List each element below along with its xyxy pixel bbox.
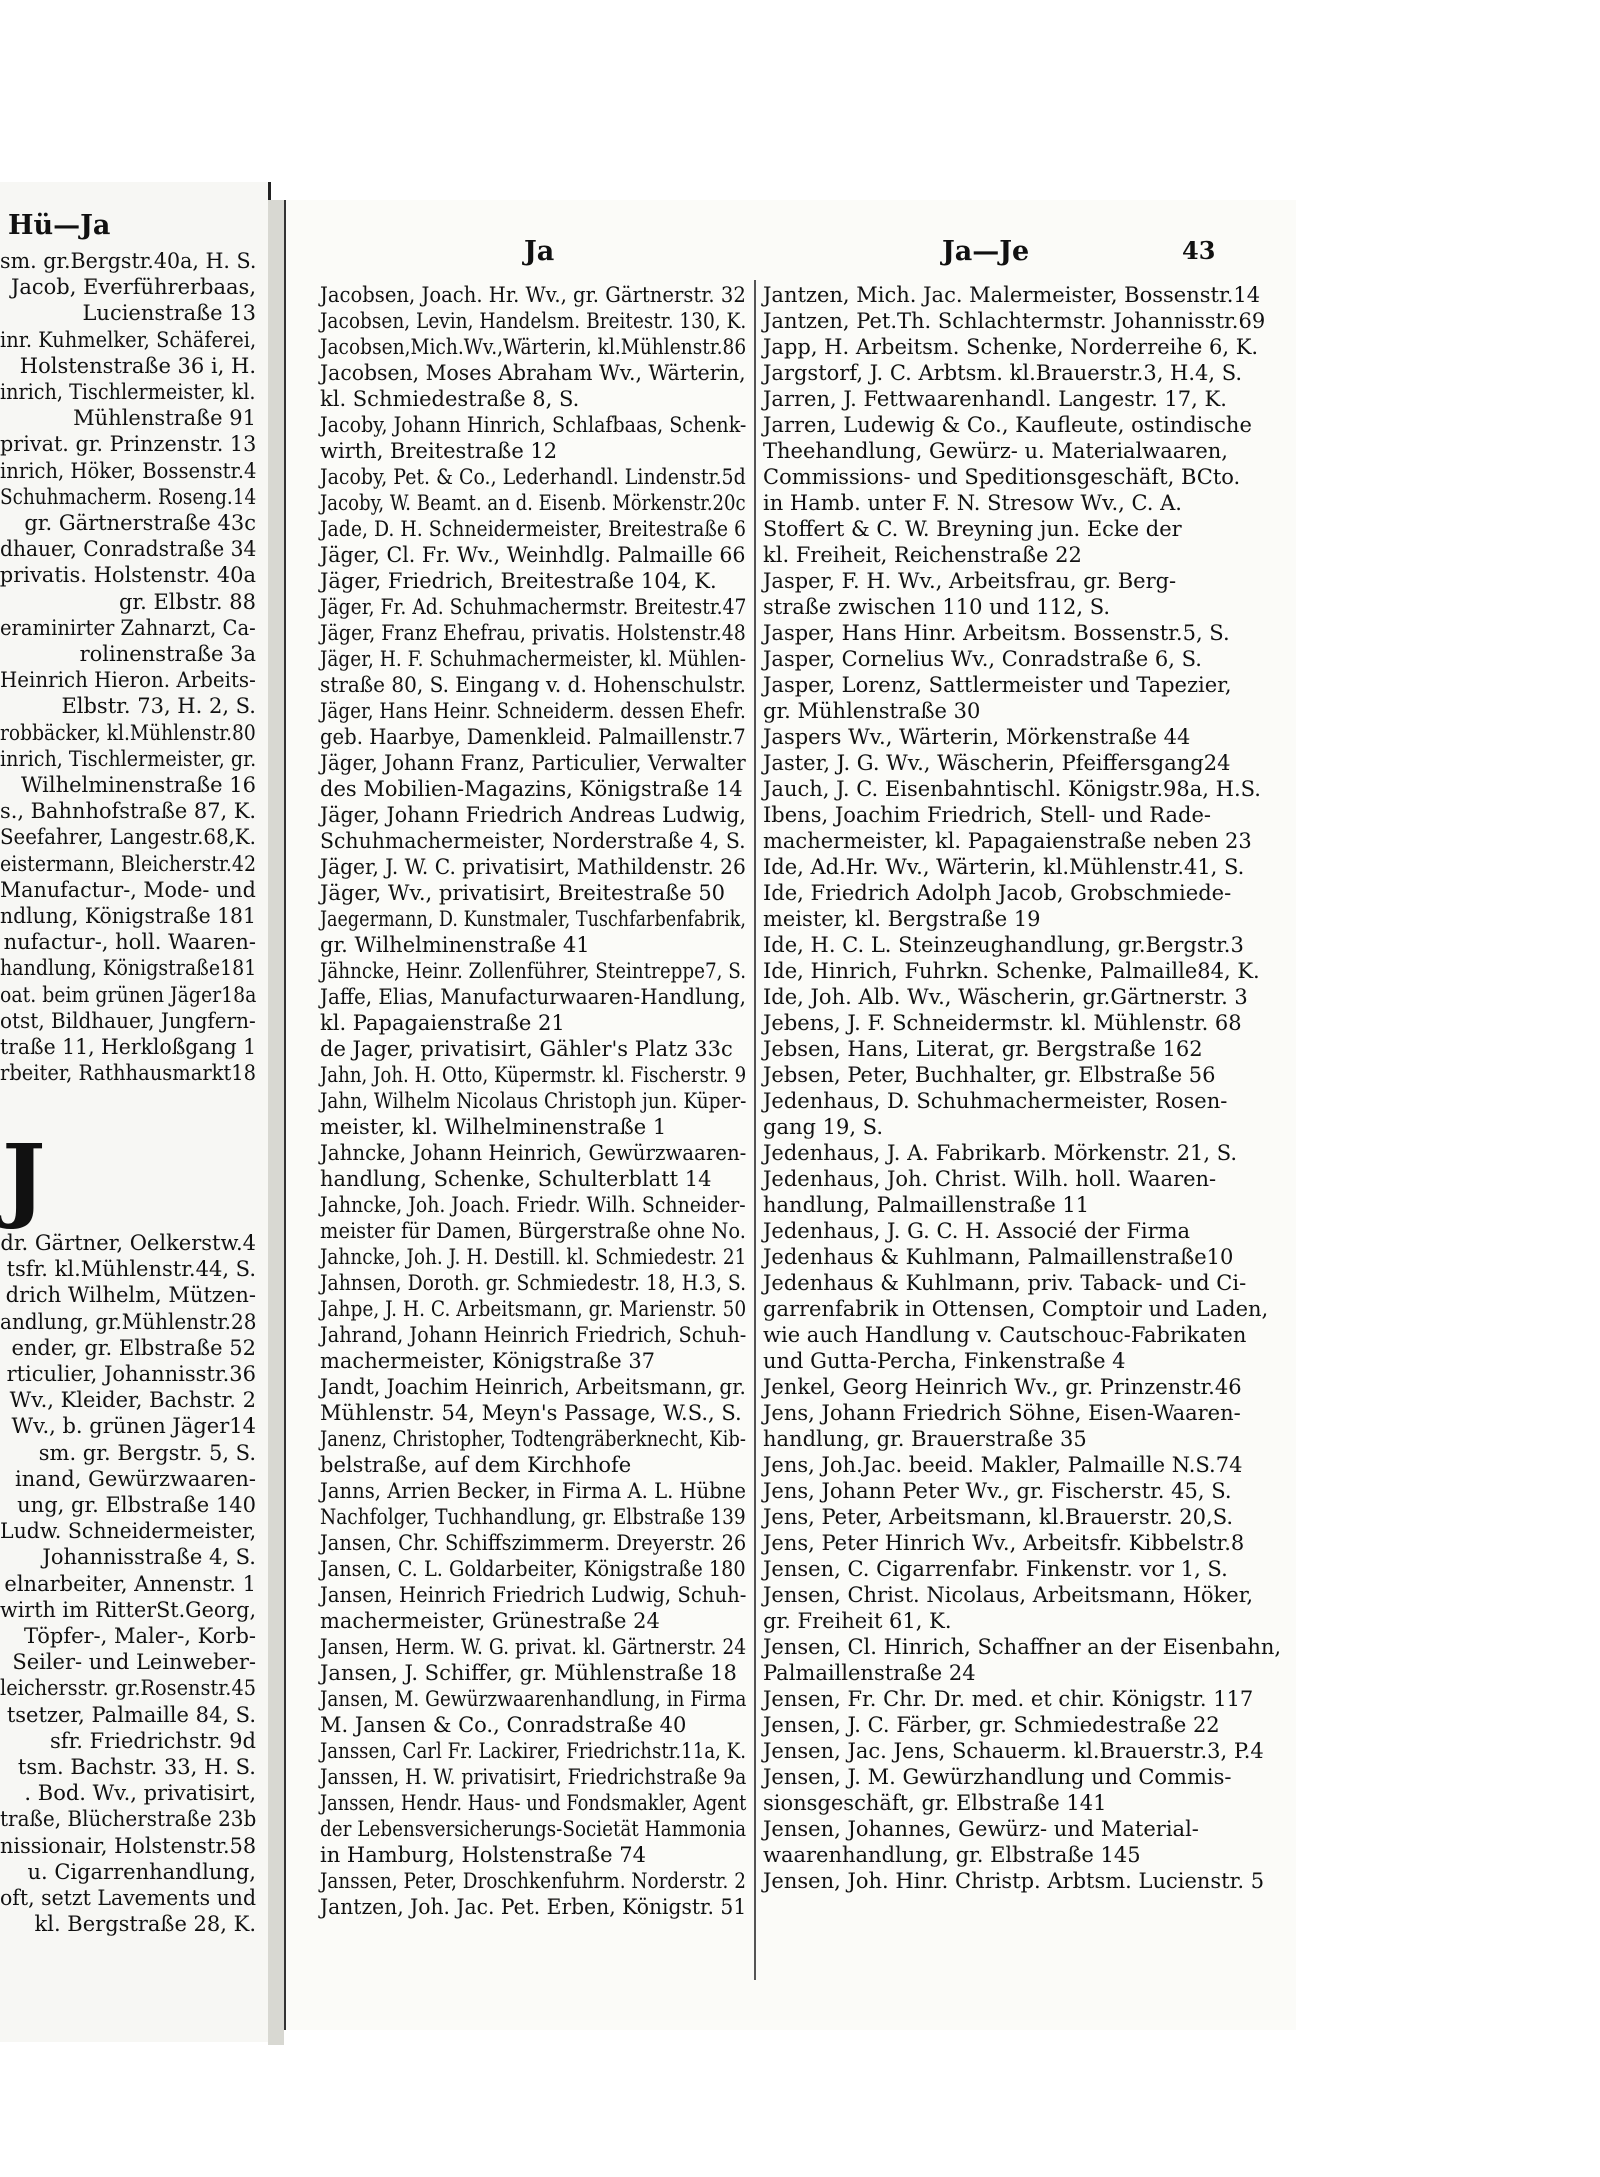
- entry-line: Jäger, H. F. Schuhmachermeister, kl. Mühlen-: [320, 647, 747, 671]
- entry-line: rbeiter, Rathhausmarkt18: [0, 1061, 256, 1086]
- entry-line: Jansen, Herm. W. G. privat. kl. Gärtnerstr. 24: [320, 1635, 747, 1659]
- entry-line: privat. gr. Prinzenstr. 13: [0, 432, 256, 457]
- entry-line: Stoffert & C. W. Breyning jun. Ecke der: [763, 517, 1182, 541]
- entry-line: Jedenhaus & Kuhlmann, Palmaillenstraße10: [763, 1245, 1234, 1269]
- entry-line: Jedenhaus & Kuhlmann, priv. Taback- und Ci-: [763, 1271, 1247, 1295]
- entry-line: nufactur-, holl. Waaren-: [3, 930, 256, 955]
- entry-line: gr. Freiheit 61, K.: [763, 1609, 952, 1633]
- entry-line: des Mobilien-Magazins, Königstraße 14: [320, 777, 743, 801]
- entry-line: Jaegermann, D. Kunstmaler, Tuschfarbenfabrik,: [320, 907, 746, 931]
- entry-line: handlung, gr. Brauerstraße 35: [763, 1427, 1087, 1451]
- entry-line: Jacobsen, Joach. Hr. Wv., gr. Gärtnerstr. 32: [320, 283, 746, 307]
- entry-line: inrich, Tischlermeister, gr.: [0, 746, 256, 771]
- entry-line: straße 80, S. Eingang v. d. Hohenschulstr.: [320, 673, 747, 697]
- entry-line: straße zwischen 110 und 112, S.: [763, 595, 1111, 619]
- entry-line: ndlung, Königstraße 181: [0, 904, 256, 928]
- entry-line: Jenkel, Georg Heinrich Wv., gr. Prinzenstr.46: [763, 1375, 1242, 1399]
- entry-line: sfr. Friedrichstr. 9d: [50, 1728, 256, 1753]
- entry-line: Jantzen, Joh. Jac. Pet. Erben, Königstr. 51: [320, 1895, 747, 1919]
- entry-line: wie auch Handlung v. Cautschouc-Fabrikaten: [763, 1323, 1247, 1347]
- entry-line: Jansen, Chr. Schiffszimmerm. Dreyerstr. 26: [320, 1531, 747, 1555]
- entry-line: Jensen, Jac. Jens, Schauerm. kl.Brauerstr.3, P.4: [763, 1739, 1264, 1763]
- entry-line: Jensen, Christ. Nicolaus, Arbeitsmann, Höker,: [763, 1583, 1254, 1607]
- entry-line: geb. Haarbye, Damenkleid. Palmaillenstr.7: [320, 725, 746, 749]
- entry-line: Jargstorf, J. C. Arbtsm. kl.Brauerstr.3, H.4, S.: [763, 361, 1243, 385]
- entry-line: gr. Mühlenstraße 30: [763, 699, 981, 723]
- entry-line: handlung, Königstraße181: [0, 956, 256, 981]
- entry-line: Jade, D. H. Schneidermeister, Breitestraße 6: [320, 517, 747, 541]
- entry-line: elnarbeiter, Annenstr. 1: [4, 1571, 256, 1596]
- entry-line: Schuhmacherm. Roseng.14: [0, 484, 256, 509]
- entry-line: robbäcker, kl.Mühlenstr.80: [0, 720, 256, 745]
- entry-line: andlung, gr.Mühlenstr.28: [0, 1309, 256, 1334]
- entry-line: Japp, H. Arbeitsm. Schenke, Norderreihe 6, K.: [763, 335, 1259, 359]
- entry-line: Seiler- und Leinweber-: [12, 1650, 256, 1675]
- entry-line: Jacobsen,Mich.Wv.,Wärterin, kl.Mühlenstr.86: [320, 335, 747, 359]
- entry-line: Ide, Ad.Hr. Wv., Wärterin, kl.Mühlenstr.41, S.: [763, 855, 1245, 879]
- entry-line: tsetzer, Palmaille 84, S.: [6, 1702, 256, 1727]
- entry-line: Jaffe, Elias, Manufacturwaaren-Handlung,: [320, 985, 746, 1009]
- left-page-header: Hü—Ja: [8, 210, 111, 241]
- entry-line: Holstenstraße 36 i, H.: [19, 353, 256, 378]
- entry-line: Jacoby, W. Beamt. an d. Eisenb. Mörkenstr.20c: [320, 491, 746, 515]
- entry-line: Ludw. Schneidermeister,: [0, 1519, 256, 1544]
- entry-line: oat. beim grünen Jäger18a: [0, 982, 256, 1007]
- entry-line: Jäger, Johann Friedrich Andreas Ludwig,: [320, 803, 746, 827]
- book-gutter: [268, 200, 284, 2045]
- entry-line: traße, Blücherstraße 23b: [0, 1807, 256, 1832]
- entry-line: Jensen, Fr. Chr. Dr. med. et chir. Königstr. 117: [763, 1687, 1254, 1711]
- entry-line: Jensen, Joh. Hinr. Christp. Arbtsm. Lucienstr. 5: [763, 1869, 1265, 1893]
- entry-line: Janssen, Peter, Droschkenfuhrm. Norderstr. 2: [320, 1869, 746, 1893]
- entry-line: Schuhmachermeister, Norderstraße 4, S.: [320, 829, 746, 853]
- entry-line: Johannisstraße 4, S.: [42, 1545, 256, 1570]
- entry-line: Jensen, Cl. Hinrich, Schaffner an der Eisenbahn,: [763, 1635, 1282, 1659]
- entry-line: Elbstr. 73, H. 2, S.: [61, 694, 256, 719]
- entry-line: Janssen, Hendr. Haus- und Fondsmakler, Agent: [320, 1791, 747, 1815]
- entry-line: rolinenstraße 3a: [79, 642, 256, 666]
- entry-line: Jahncke, Johann Heinrich, Gewürzwaaren-: [320, 1141, 747, 1165]
- entry-line: Mühlenstraße 91: [73, 406, 256, 431]
- right-page: [284, 200, 1296, 2030]
- entry-line: machermeister, Königstraße 37: [320, 1349, 656, 1373]
- entry-line: Jacob, Everführerbaas,: [10, 275, 256, 300]
- entry-line: Jasper, Lorenz, Sattlermeister und Tapezier,: [763, 673, 1232, 697]
- entry-line: meister, kl. Bergstraße 19: [763, 907, 1041, 931]
- entry-line: Janns, Arrien Becker, in Firma A. L. Hübne: [320, 1479, 746, 1503]
- entry-line: Jantzen, Mich. Jac. Malermeister, Bossenstr.14: [763, 283, 1261, 307]
- entry-line: und Gutta-Percha, Finkenstraße 4: [763, 1349, 1126, 1373]
- entry-line: Jebsen, Hans, Literat, gr. Bergstraße 162: [763, 1037, 1203, 1061]
- entry-line: Jens, Johann Friedrich Söhne, Eisen-Waaren-: [763, 1401, 1241, 1425]
- entry-line: Jansen, J. Schiffer, gr. Mühlenstraße 18: [320, 1661, 737, 1685]
- entry-line: der Lebensversicherungs-Societät Hammonia: [320, 1817, 747, 1841]
- entry-line: in Hamb. unter F. N. Stresow Wv., C. A.: [763, 491, 1182, 515]
- entry-line: wirth im RitterSt.Georg,: [0, 1597, 256, 1622]
- entry-line: machermeister, kl. Papagaienstraße neben 23: [763, 829, 1252, 853]
- entry-line: kl. Schmiedestraße 8, S.: [320, 387, 580, 411]
- entry-line: Commissions- und Speditionsgeschäft, BCto.: [763, 465, 1241, 489]
- entry-line: Jantzen, Pet.Th. Schlachtermstr. Johannisstr.69: [763, 309, 1266, 333]
- entry-line: handlung, Palmaillenstraße 11: [763, 1193, 1090, 1217]
- entry-line: wirth, Breitestraße 12: [320, 439, 558, 463]
- entry-line: Wv., Kleider, Bachstr. 2: [9, 1388, 256, 1413]
- entry-line: Jäger, J. W. C. privatisirt, Mathildenstr. 26: [320, 855, 746, 879]
- entry-line: oft, setzt Lavements und: [0, 1886, 256, 1910]
- entry-line: Jacoby, Johann Hinrich, Schlafbaas, Schenk-: [320, 413, 747, 437]
- entry-line: inr. Kuhmelker, Schäferei,: [0, 327, 256, 352]
- entry-line: traße 11, Herkloßgang 1: [0, 1035, 256, 1059]
- entry-line: Jansen, M. Gewürzwaarenhandlung, in Firma: [320, 1687, 747, 1711]
- entry-line: Ide, Joh. Alb. Wv., Wäscherin, gr.Gärtnerstr. 3: [763, 985, 1248, 1009]
- entry-line: M. Jansen & Co., Conradstraße 40: [320, 1713, 687, 1737]
- entry-line: kl. Freiheit, Reichenstraße 22: [763, 543, 1082, 567]
- entry-line: sm. gr.Bergstr.40a, H. S.: [0, 249, 256, 273]
- entry-line: Jaspers Wv., Wärterin, Mörkenstraße 44: [763, 725, 1191, 749]
- entry-line: Janssen, H. W. privatisirt, Friedrichstraße 9a: [320, 1765, 747, 1789]
- entry-line: Jäger, Fr. Ad. Schuhmachermstr. Breitestr.47: [320, 595, 747, 619]
- entry-line: leichersstr. gr.Rosenstr.45: [0, 1676, 256, 1701]
- entry-line: ung, gr. Elbstraße 140: [17, 1493, 256, 1517]
- left-page: [0, 182, 271, 2042]
- page-number: 43: [1182, 236, 1216, 265]
- entry-line: Ide, H. C. L. Steinzeughandlung, gr.Bergstr.3: [763, 933, 1244, 957]
- entry-line: dhauer, Conradstraße 34: [0, 537, 256, 562]
- entry-line: handlung, Schenke, Schulterblatt 14: [320, 1167, 712, 1191]
- entry-line: Ibens, Joachim Friedrich, Stell- und Rade-: [763, 803, 1211, 827]
- entry-line: Nachfolger, Tuchhandlung, gr. Elbstraße 139: [320, 1505, 746, 1529]
- entry-line: Jäger, Cl. Fr. Wv., Weinhdlg. Palmaille 66: [320, 543, 746, 567]
- entry-line: Jahncke, Joh. Joach. Friedr. Wilh. Schneider-: [320, 1193, 746, 1217]
- entry-line: inand, Gewürzwaaren-: [15, 1466, 256, 1491]
- entry-line: waarenhandlung, gr. Elbstraße 145: [763, 1843, 1141, 1867]
- entry-line: Jacobsen, Moses Abraham Wv., Wärterin,: [320, 361, 746, 385]
- entry-line: Jensen, J. C. Färber, gr. Schmiedestraße 22: [763, 1713, 1220, 1737]
- entry-line: Jens, Peter Hinrich Wv., Arbeitsfr. Kibbelstr.8: [763, 1531, 1245, 1555]
- entry-line: belstraße, auf dem Kirchhofe: [320, 1453, 632, 1477]
- entry-line: Wv., b. grünen Jäger14: [11, 1414, 256, 1439]
- entry-line: inrich, Höker, Bossenstr.4: [0, 458, 256, 483]
- entry-line: Jahn, Joh. H. Otto, Küpermstr. kl. Fischerstr. 9: [320, 1063, 747, 1087]
- column-divider: [754, 280, 756, 1980]
- entry-line: Janenz, Christopher, Todtengräberknecht, Kib-: [320, 1427, 746, 1451]
- entry-line: . Bod. Wv., privatisirt,: [24, 1781, 256, 1806]
- entry-line: Jasper, F. H. Wv., Arbeitsfrau, gr. Berg-: [763, 569, 1177, 593]
- entry-line: nissionair, Holstenstr.58: [0, 1833, 256, 1858]
- entry-line: Jahpe, J. H. C. Arbeitsmann, gr. Marienstr. 50: [320, 1297, 747, 1321]
- entry-line: Jandt, Joachim Heinrich, Arbeitsmann, gr.: [320, 1375, 746, 1399]
- entry-line: Seefahrer, Langestr.68,K.: [0, 825, 256, 850]
- header-right: Ja—Je: [942, 236, 1030, 267]
- entry-line: privatis. Holstenstr. 40a: [0, 563, 256, 588]
- entry-line: Jasper, Hans Hinr. Arbeitsm. Bossenstr.5, S.: [763, 621, 1230, 645]
- entry-line: Jensen, Johannes, Gewürz- und Material-: [763, 1817, 1199, 1841]
- entry-line: Jauch, J. C. Eisenbahntischl. Königstr.98a, H.S.: [763, 777, 1261, 801]
- entry-line: Jahn, Wilhelm Nicolaus Christoph jun. Küper-: [320, 1089, 747, 1113]
- entry-line: Jaster, J. G. Wv., Wäscherin, Pfeiffersgang24: [763, 751, 1231, 775]
- entry-line: tsfr. kl.Mühlenstr.44, S.: [6, 1257, 256, 1282]
- entry-line: dr. Gärtner, Oelkerstw.4: [0, 1231, 256, 1255]
- entry-line: Jacoby, Pet. & Co., Lederhandl. Lindenstr.5d: [320, 465, 746, 489]
- entry-line: garrenfabrik in Ottensen, Comptoir und Laden,: [763, 1297, 1269, 1321]
- entry-line: Jäger, Hans Heinr. Schneiderm. dessen Ehefr.: [320, 699, 746, 723]
- entry-line: Jedenhaus, J. A. Fabrikarb. Mörkenstr. 21, S.: [763, 1141, 1238, 1165]
- entry-line: Jarren, J. Fettwaarenhandl. Langestr. 17, K.: [763, 387, 1227, 411]
- entry-line: drich Wilhelm, Mützen-: [5, 1283, 256, 1308]
- entry-line: Ide, Friedrich Adolph Jacob, Grobschmiede-: [763, 881, 1232, 905]
- entry-line: Ide, Hinrich, Fuhrkn. Schenke, Palmaille84, K.: [763, 959, 1260, 983]
- entry-line: Jedenhaus, J. G. C. H. Associé der Firma: [763, 1219, 1191, 1243]
- entry-line: Jarren, Ludewig & Co., Kaufleute, ostindische: [763, 413, 1252, 437]
- entry-line: u. Cigarrenhandlung,: [27, 1859, 256, 1884]
- entry-line: sm. gr. Bergstr. 5, S.: [38, 1440, 256, 1465]
- entry-line: Jasper, Cornelius Wv., Conradstraße 6, S.: [763, 647, 1202, 671]
- entry-line: Jens, Peter, Arbeitsmann, kl.Brauerstr. 20,S.: [763, 1505, 1234, 1529]
- entry-line: Töpfer-, Maler-, Korb-: [24, 1624, 256, 1648]
- entry-line: tsm. Bachstr. 33, H. S.: [17, 1755, 256, 1779]
- entry-line: sionsgeschäft, gr. Elbstraße 141: [763, 1791, 1107, 1815]
- entry-line: Jens, Joh.Jac. beeid. Makler, Palmaille N.S.74: [763, 1453, 1243, 1477]
- entry-line: in Hamburg, Holstenstraße 74: [320, 1843, 646, 1867]
- entry-line: Jäger, Friedrich, Breitestraße 104, K.: [320, 569, 717, 593]
- entry-line: kl. Bergstraße 28, K.: [34, 1912, 256, 1937]
- entry-line: kl. Papagaienstraße 21: [320, 1011, 565, 1035]
- entry-line: s., Bahnhofstraße 87, K.: [0, 799, 256, 824]
- entry-line: Jens, Johann Peter Wv., gr. Fischerstr. 45, S.: [763, 1479, 1232, 1503]
- entry-line: rticulier, Johannisstr.36: [6, 1362, 256, 1386]
- entry-line: Jahrand, Johann Heinrich Friedrich, Schuh-: [320, 1323, 747, 1347]
- entry-line: Jähncke, Heinr. Zollenführer, Steintreppe7, S.: [320, 959, 747, 983]
- entry-line: Lucienstraße 13: [82, 301, 256, 326]
- entry-line: Jebsen, Peter, Buchhalter, gr. Elbstraße 56: [763, 1063, 1216, 1087]
- entry-line: de Jager, privatisirt, Gähler's Platz 33c: [320, 1037, 733, 1061]
- entry-line: Palmaillenstraße 24: [763, 1661, 976, 1685]
- entry-line: eraminirter Zahnarzt, Ca-: [0, 615, 256, 640]
- entry-line: Theehandlung, Gewürz- u. Materialwaaren,: [763, 439, 1228, 463]
- entry-line: meister, kl. Wilhelminenstraße 1: [320, 1115, 667, 1139]
- entry-line: Jebens, J. F. Schneidermstr. kl. Mühlenstr. 68: [763, 1011, 1242, 1035]
- entry-line: gang 19, S.: [763, 1115, 883, 1139]
- entry-line: Jahnsen, Doroth. gr. Schmiedestr. 18, H.3, S.: [320, 1271, 747, 1295]
- entry-line: meister für Damen, Bürgerstraße ohne No.: [320, 1219, 746, 1243]
- section-letter: J: [2, 1124, 46, 1232]
- entry-line: Jedenhaus, Joh. Christ. Wilh. holl. Waaren-: [763, 1167, 1217, 1191]
- entry-line: ender, gr. Elbstraße 52: [11, 1335, 256, 1360]
- entry-line: gr. Gärtnerstraße 43c: [24, 511, 256, 535]
- entry-line: Jahncke, Joh. J. H. Destill. kl. Schmiedestr. 21: [320, 1245, 747, 1269]
- entry-line: Heinrich Hieron. Arbeits-: [0, 668, 256, 693]
- entry-line: Jansen, C. L. Goldarbeiter, Königstraße 180: [320, 1557, 746, 1581]
- entry-line: Janssen, Carl Fr. Lackirer, Friedrichstr.11a, K.: [320, 1739, 747, 1763]
- entry-line: Jacobsen, Levin, Handelsm. Breitestr. 130, K.: [320, 309, 747, 333]
- entry-line: otst, Bildhauer, Jungfern-: [0, 1008, 256, 1033]
- entry-line: Jäger, Johann Franz, Particulier, Verwalter: [320, 751, 746, 775]
- entry-line: machermeister, Grünestraße 24: [320, 1609, 660, 1633]
- header-left: Ja: [524, 236, 555, 267]
- entry-line: Jäger, Wv., privatisirt, Breitestraße 50: [320, 881, 726, 905]
- entry-line: gr. Elbstr. 88: [118, 589, 256, 614]
- entry-line: inrich, Tischlermeister, kl.: [0, 380, 256, 404]
- entry-line: Jedenhaus, D. Schuhmachermeister, Rosen-: [763, 1089, 1228, 1113]
- entry-line: eistermann, Bleicherstr.42: [0, 851, 256, 876]
- entry-line: Jäger, Franz Ehefrau, privatis. Holstenstr.48: [320, 621, 746, 645]
- entry-line: gr. Wilhelminenstraße 41: [320, 933, 590, 957]
- entry-line: Jensen, J. M. Gewürzhandlung und Commis-: [763, 1765, 1232, 1789]
- entry-line: Wilhelminenstraße 16: [20, 773, 256, 797]
- entry-line: Jensen, C. Cigarrenfabr. Finkenstr. vor 1, S.: [763, 1557, 1228, 1581]
- entry-line: Jansen, Heinrich Friedrich Ludwig, Schuh-: [320, 1583, 747, 1607]
- entry-line: Mühlenstr. 54, Meyn's Passage, W.S., S.: [320, 1401, 742, 1425]
- entry-line: Manufactur-, Mode- und: [0, 877, 256, 902]
